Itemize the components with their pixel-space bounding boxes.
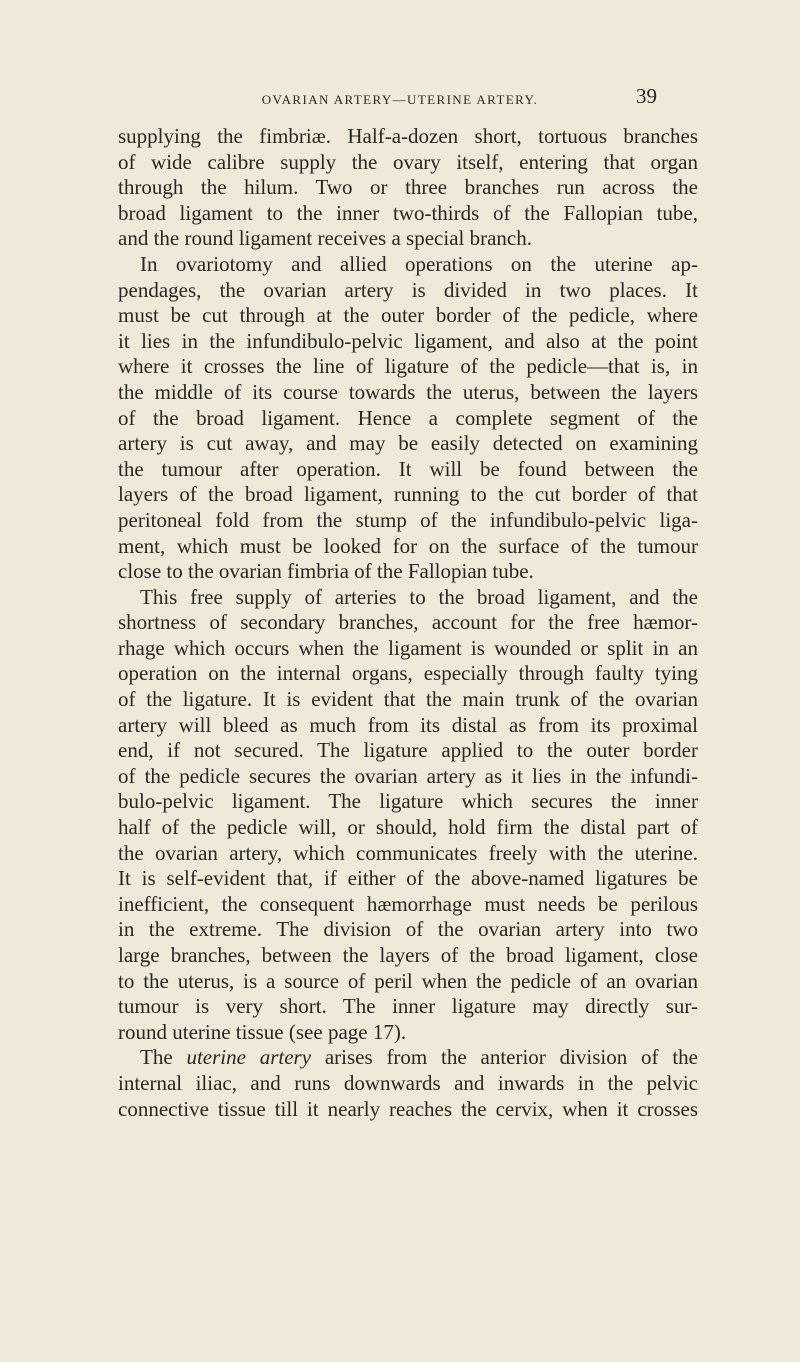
text-line: broad ligament to the inner two-thirds of the Fallopian tube, <box>118 200 698 225</box>
text-line: where it crosses the line of ligature of the pedicle—that is, in <box>118 354 698 379</box>
text-line: supplying the fimbriæ. Half-a-dozen short, tortuous branches <box>118 124 698 148</box>
text-line: of wide calibre supply the ovary itself, entering that organ <box>118 149 698 174</box>
text-line: bulo-pelvic ligament. The ligature which secures the inner <box>118 789 698 814</box>
text-line: of the ligature. It is evident that the main trunk of the ovarian <box>118 687 698 712</box>
page-number: 39 <box>636 84 657 108</box>
text-line: pendages, the ovarian artery is divided in two places. It <box>118 277 698 302</box>
text-line: peritoneal fold from the stump of the infundibulo-pelvic liga- <box>118 507 698 532</box>
text-line-uterine-3: connective tissue till it nearly reaches the cervix, when it crosses <box>118 1096 698 1121</box>
text-line: in the extreme. The division of the ovarian artery into two <box>118 917 698 942</box>
text-line: of the pedicle secures the ovarian artery as it lies in the infundi- <box>118 763 698 788</box>
text-line-uterine-2: internal iliac, and runs downwards and inwards in the pelvic <box>118 1070 698 1095</box>
text-line: through the hilum. Two or three branches run across the <box>118 175 698 200</box>
text-line: operation on the internal organs, especially through faulty tying <box>118 661 698 686</box>
text-line: end, if not secured. The ligature applied to the outer border <box>118 738 698 763</box>
text-line: close to the ovarian fimbria of the Fallopian tube. <box>118 559 534 584</box>
text-line: the tumour after operation. It will be found between the <box>118 456 698 481</box>
text-line: inefficient, the consequent hæmorrhage must needs be perilous <box>118 891 698 916</box>
text-fragment: arises from the anterior division of the <box>311 1045 698 1070</box>
text-line: it lies in the infundibulo-pelvic ligament, and also at the point <box>118 328 698 353</box>
text-line: large branches, between the layers of the broad ligament, close <box>118 943 698 967</box>
text-line: tumour is very short. The inner ligature may directly sur- <box>118 994 698 1019</box>
text-line: layers of the broad ligament, running to the cut border of that <box>118 482 698 507</box>
text-line: This free supply of arteries to the broad ligament, and the <box>140 584 698 609</box>
text-line: the ovarian artery, which communicates freely with the uterine. <box>118 840 698 865</box>
text-line: round uterine tissue (see page 17). <box>118 1019 407 1044</box>
text-line: rhage which occurs when the ligament is wounded or split in an <box>118 635 698 660</box>
running-head: OVARIAN ARTERY—UTERINE ARTERY. <box>261 92 539 107</box>
text-line: must be cut through at the outer border of the pedicle, where <box>118 303 698 328</box>
text-fragment: The <box>140 1045 187 1070</box>
text-line: ment, which must be looked for on the surface of the tumour <box>118 533 698 558</box>
italic-term: uterine artery <box>186 1045 312 1070</box>
text-lines <box>118 124 698 1045</box>
text-line: artery is cut away, and may be easily detected on examining <box>118 431 698 456</box>
text-line: the middle of its course towards the uterus, between the layers <box>118 379 698 404</box>
text-line: of the broad ligament. Hence a complete segment of the <box>118 405 698 430</box>
text-line: In ovariotomy and allied operations on the uterine ap- <box>140 251 698 276</box>
text-line: shortness of secondary branches, account for the free hæmor- <box>118 610 698 635</box>
text-line: It is self-evident that, if either of the above-named ligatures be <box>118 866 698 891</box>
text-line-uterine-1 <box>118 1045 698 1071</box>
text-line: to the uterus, is a source of peril when the pedicle of an ovarian <box>118 968 698 993</box>
text-line: half of the pedicle will, or should, hold firm the distal part of <box>118 815 698 840</box>
text-line: and the round ligament receives a special branch. <box>118 226 532 251</box>
text-line: artery will bleed as much from its distal as from its proximal <box>118 712 698 737</box>
body-text <box>118 124 698 1122</box>
